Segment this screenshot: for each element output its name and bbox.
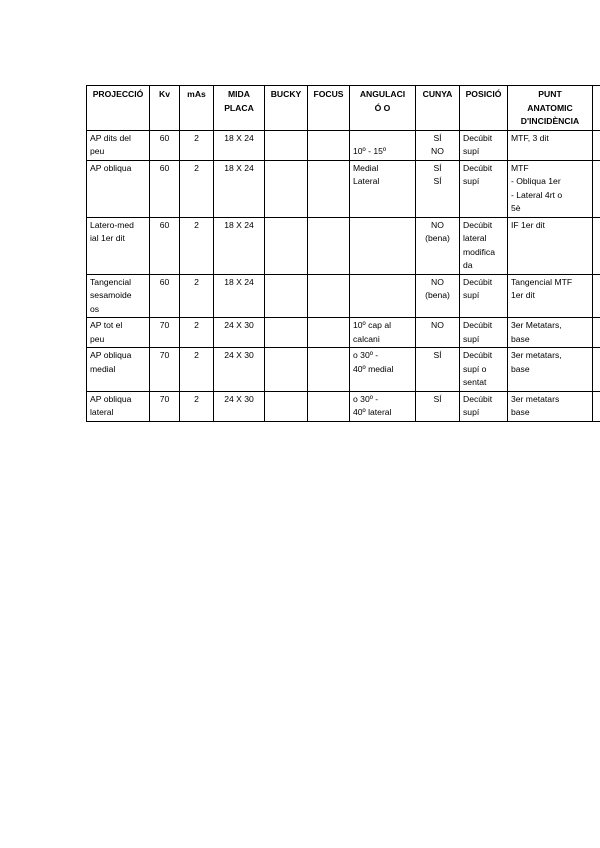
cell-bucky — [265, 274, 308, 318]
cell-angulacio — [350, 318, 416, 348]
cell-punt-anatomic-line: 5è — [511, 203, 521, 213]
cell-posicio-line: Decúbit — [463, 393, 493, 404]
cell-punt-anatomic-line: Tangencial MTF — [511, 276, 573, 287]
cell-cunya-line: NO — [431, 320, 444, 330]
cell-posicio-line: sentat — [463, 377, 487, 387]
cell-kv: 70 — [150, 348, 180, 392]
cell-posicio — [460, 318, 508, 348]
header-punt-line: D'INCIDÈNCIA — [520, 116, 580, 126]
cell-projeccio-line: AP obliqua — [90, 393, 132, 404]
cell-punt-anatomic — [508, 318, 593, 348]
cell-cut-column — [593, 348, 600, 392]
cell-cunya — [416, 217, 460, 274]
header-projeccio: PROJECCIÓ — [87, 86, 150, 131]
cell-bucky — [265, 217, 308, 274]
cell-projeccio — [87, 348, 150, 392]
cell-projeccio — [87, 391, 150, 421]
cell-focus — [308, 130, 350, 160]
cell-punt-anatomic-line: base — [511, 407, 530, 417]
cell-projeccio-line: AP obliqua — [90, 162, 132, 173]
cell-mas: 2 — [180, 348, 214, 392]
cell-cunya-line: NO — [431, 276, 444, 287]
cell-punt-anatomic-line: - Obliqua 1er — [511, 176, 561, 186]
cell-posicio-line: supí — [463, 407, 480, 417]
cell-cunya-line: SÍ — [433, 176, 442, 186]
cell-cut-column — [593, 318, 600, 348]
cell-punt-anatomic — [508, 130, 593, 160]
header-cut-column — [593, 86, 600, 131]
cell-posicio — [460, 348, 508, 392]
header-posicio: POSICIÓ — [460, 86, 508, 131]
cell-angulacio-line: o 30º - — [353, 350, 379, 360]
cell-angulacio-line: Lateral — [353, 176, 380, 186]
cell-punt-anatomic-line: base — [511, 333, 530, 344]
cell-projeccio — [87, 274, 150, 318]
cell-mas: 2 — [180, 274, 214, 318]
cell-mas: 2 — [180, 391, 214, 421]
cell-angulacio-line: 10º - 15º — [353, 146, 387, 156]
cell-cunya-line: SÍ — [433, 350, 442, 360]
header-punt-anatomic — [508, 86, 593, 131]
cell-posicio-line: Decúbit — [463, 350, 493, 360]
table-row — [87, 160, 600, 217]
header-punt-line: PUNT — [538, 89, 562, 99]
cell-mas: 2 — [180, 217, 214, 274]
cell-cunya — [416, 318, 460, 348]
cell-posicio-line: supí — [463, 146, 480, 156]
cell-cunya — [416, 130, 460, 160]
cell-projeccio — [87, 318, 150, 348]
cell-focus — [308, 274, 350, 318]
cell-angulacio — [350, 391, 416, 421]
cell-cunya-line: NO — [431, 219, 444, 230]
table-row — [87, 217, 600, 274]
table-row — [87, 274, 600, 318]
cell-angulacio — [350, 130, 416, 160]
cell-posicio-line: da — [463, 260, 473, 270]
cell-punt-anatomic-line: 3er metatars, — [511, 350, 562, 360]
cell-bucky — [265, 160, 308, 217]
cell-cunya — [416, 348, 460, 392]
cell-cunya — [416, 391, 460, 421]
cell-cunya — [416, 160, 460, 217]
cell-angulacio — [350, 160, 416, 217]
cell-punt-anatomic — [508, 348, 593, 392]
cell-cut-column — [593, 217, 600, 274]
cell-focus — [308, 160, 350, 217]
cell-posicio — [460, 160, 508, 217]
cell-projeccio-line: sesamoide — [90, 290, 132, 300]
cell-cunya-line: (bena) — [425, 233, 450, 243]
cell-punt-anatomic-line: 1er dit — [511, 290, 535, 300]
cell-posicio-line: Decúbit — [463, 320, 493, 330]
cell-cunya-line: (bena) — [425, 290, 450, 300]
cell-angulacio-line — [353, 276, 412, 290]
header-row — [87, 86, 600, 131]
cell-projeccio-line: Tangencial — [90, 276, 132, 287]
header-bucky: BUCKY — [265, 86, 308, 131]
cell-cunya-line: SÍ — [433, 132, 442, 143]
header-punt-line: ANATOMIC — [527, 102, 573, 113]
cell-mas: 2 — [180, 318, 214, 348]
cell-projeccio-line: lateral — [90, 407, 114, 417]
cell-projeccio-line: AP obliqua — [90, 350, 132, 360]
table-row — [87, 318, 600, 348]
cell-cut-column — [593, 130, 600, 160]
cell-posicio — [460, 217, 508, 274]
cell-angulacio-line: calcani — [353, 333, 380, 344]
cell-focus — [308, 348, 350, 392]
cell-projeccio — [87, 130, 150, 160]
cell-angulacio — [350, 217, 416, 274]
header-mida-placa: MIDA PLACA — [214, 86, 265, 131]
cell-posicio-line: lateral — [463, 233, 487, 243]
header-angulacio-line: ANGULACI — [359, 89, 406, 99]
cell-projeccio-line: medial — [90, 363, 116, 374]
cell-posicio-line: modifica — [463, 246, 495, 257]
cell-angulacio-line — [353, 219, 412, 233]
cell-posicio-line: supí — [463, 290, 480, 300]
cell-punt-anatomic — [508, 160, 593, 217]
header-mas: mAs — [180, 86, 214, 131]
cell-mida-placa: 24 X 30 — [214, 318, 265, 348]
table-row — [87, 130, 600, 160]
cell-kv: 60 — [150, 217, 180, 274]
cell-projeccio-line: AP dits del — [90, 132, 131, 143]
cell-mida-placa: 18 X 24 — [214, 160, 265, 217]
cell-punt-anatomic — [508, 391, 593, 421]
cell-posicio-line: supí — [463, 333, 480, 344]
cell-posicio-line: Decúbit — [463, 162, 493, 173]
cell-angulacio-line: 40º lateral — [353, 407, 392, 417]
cell-mida-placa: 18 X 24 — [214, 274, 265, 318]
cell-posicio-line: Decúbit — [463, 219, 493, 230]
cell-projeccio-line: ial 1er dit — [90, 233, 125, 243]
cell-cunya-line: SÍ — [433, 162, 442, 173]
cell-focus — [308, 391, 350, 421]
cell-angulacio — [350, 348, 416, 392]
cell-kv: 60 — [150, 274, 180, 318]
radiography-protocol-table — [86, 85, 600, 422]
cell-angulacio-line — [353, 132, 412, 146]
cell-punt-anatomic-line: base — [511, 363, 530, 374]
cell-posicio-line: supí o — [463, 363, 487, 374]
cell-angulacio — [350, 274, 416, 318]
cell-posicio-line: Decúbit — [463, 276, 493, 287]
cell-bucky — [265, 318, 308, 348]
cell-punt-anatomic — [508, 217, 593, 274]
cell-projeccio-line: Latero-med — [90, 219, 134, 230]
cell-angulacio-line: Medial — [353, 162, 379, 173]
cell-bucky — [265, 391, 308, 421]
cell-angulacio-line: o 30º - — [353, 393, 379, 404]
cell-projeccio-line: AP tot el — [90, 320, 123, 330]
cell-cut-column — [593, 391, 600, 421]
cell-cunya — [416, 274, 460, 318]
cell-projeccio-line: peu — [90, 333, 105, 344]
cell-posicio — [460, 391, 508, 421]
table-row — [87, 391, 600, 421]
header-angulacio-line: Ó O — [374, 102, 391, 113]
cell-focus — [308, 217, 350, 274]
cell-posicio-line: supí — [463, 176, 480, 186]
cell-mas: 2 — [180, 130, 214, 160]
cell-mida-placa: 24 X 30 — [214, 348, 265, 392]
cell-cunya-line: SÍ — [433, 393, 442, 404]
header-cunya: CUNYA — [416, 86, 460, 131]
cell-punt-anatomic-line: 3er metatars — [511, 393, 560, 404]
cell-punt-anatomic — [508, 274, 593, 318]
header-focus: FOCUS — [308, 86, 350, 131]
cell-angulacio-line: 40º medial — [353, 363, 394, 374]
cell-mida-placa: 18 X 24 — [214, 217, 265, 274]
table-row — [87, 348, 600, 392]
cell-punt-anatomic-line: MTF — [511, 162, 529, 173]
cell-bucky — [265, 130, 308, 160]
cell-posicio — [460, 130, 508, 160]
cell-projeccio-line: peu — [90, 146, 105, 156]
header-kv: Kv — [150, 86, 180, 131]
cell-punt-anatomic-line: 3er Metatars, — [511, 320, 562, 330]
cell-punt-anatomic-line: MTF, 3 dit — [511, 132, 549, 143]
cell-punt-anatomic-line: - Lateral 4rt o — [511, 189, 563, 200]
cell-cunya-line: NO — [431, 146, 444, 156]
cell-kv: 70 — [150, 318, 180, 348]
cell-bucky — [265, 348, 308, 392]
cell-mas: 2 — [180, 160, 214, 217]
cell-punt-anatomic-line: IF 1er dit — [511, 219, 545, 230]
cell-projeccio — [87, 217, 150, 274]
cell-cut-column — [593, 160, 600, 217]
cell-cut-column — [593, 274, 600, 318]
cell-kv: 70 — [150, 391, 180, 421]
cell-projeccio-line: os — [90, 303, 100, 314]
cell-posicio-line: Decúbit — [463, 132, 493, 143]
cell-focus — [308, 318, 350, 348]
cell-kv: 60 — [150, 130, 180, 160]
cell-posicio — [460, 274, 508, 318]
cell-projeccio — [87, 160, 150, 217]
header-angulacio — [350, 86, 416, 131]
cell-mida-placa: 24 X 30 — [214, 391, 265, 421]
cell-angulacio-line: 10º cap al — [353, 320, 392, 330]
cell-mida-placa: 18 X 24 — [214, 130, 265, 160]
cell-kv: 60 — [150, 160, 180, 217]
